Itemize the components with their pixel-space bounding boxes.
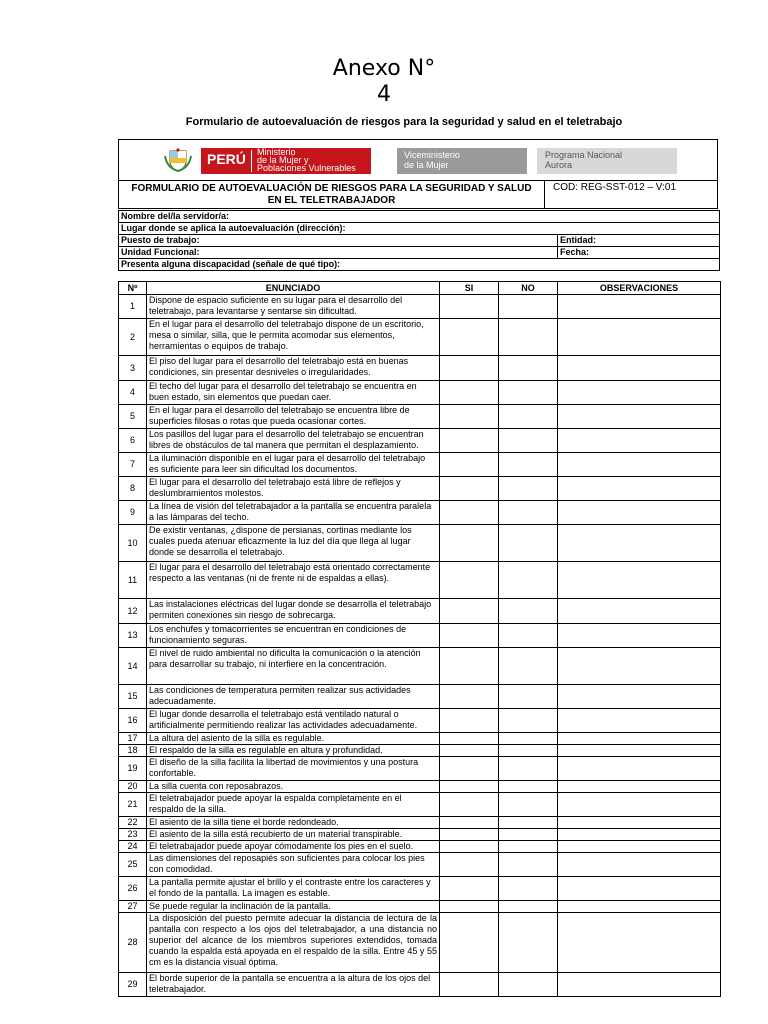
- yes-cell[interactable]: [440, 709, 499, 733]
- row-statement: La pantalla permite ajustar el brillo y el contraste entre los caracteres y el fondo de la pantalla. La imagen es estable.: [147, 877, 440, 901]
- yes-cell[interactable]: [440, 429, 499, 453]
- row-number: 25: [119, 853, 147, 877]
- no-cell[interactable]: [499, 745, 558, 757]
- row-statement: El lugar para el desarrollo del teletrabajo está orientado correctamente respecto a las ventanas (ni de frente ni de espaldas a ellas).: [147, 562, 440, 599]
- observations-cell[interactable]: [558, 501, 721, 525]
- yes-cell[interactable]: [440, 877, 499, 901]
- name-field[interactable]: Nombre del/la servidor/a:: [119, 211, 720, 223]
- date-field[interactable]: Fecha:: [558, 247, 720, 259]
- row-statement: El nivel de ruido ambiental no dificulta la comunicación o la atención para desarrollar su trabajo, ni interfiere en la concentración.: [147, 648, 440, 685]
- no-cell[interactable]: [499, 793, 558, 817]
- row-number: 29: [119, 973, 147, 997]
- no-cell[interactable]: [499, 501, 558, 525]
- row-statement: El techo del lugar para el desarrollo del teletrabajo se encuentra en buen estado, sin elementos que puedan caer.: [147, 381, 440, 405]
- checklist-row: [119, 973, 721, 997]
- checklist-row: [119, 477, 721, 501]
- info-row: [119, 247, 720, 259]
- row-number: 19: [119, 757, 147, 781]
- row-statement: El lugar donde desarrolla el teletrabajo está ventilado natural o artificialmente permitiendo realizar las actividades adecuadamente.: [147, 709, 440, 733]
- checklist-row: [119, 319, 721, 356]
- program-line-2: Aurora: [545, 160, 573, 170]
- checklist-row: [119, 429, 721, 453]
- observations-cell[interactable]: [558, 973, 721, 997]
- row-statement: En el lugar para el desarrollo del teletrabajo dispone de un escritorio, mesa o similar, silla, que le permita acomodar sus elementos, herramientas o equipos de trabajo.: [147, 319, 440, 356]
- row-number: 27: [119, 901, 147, 913]
- no-cell[interactable]: [499, 841, 558, 853]
- annex-number: 4: [377, 82, 391, 107]
- no-cell[interactable]: [499, 817, 558, 829]
- row-statement: El teletrabajador puede apoyar la espalda completamente en el respaldo de la silla.: [147, 793, 440, 817]
- program-name: [545, 150, 622, 170]
- no-cell[interactable]: [499, 525, 558, 562]
- disability-field[interactable]: Presenta alguna discapacidad (señale de qué tipo):: [119, 259, 720, 271]
- no-cell[interactable]: [499, 453, 558, 477]
- yes-cell[interactable]: [440, 599, 499, 624]
- observations-cell[interactable]: [558, 829, 721, 841]
- row-number: 1: [119, 295, 147, 319]
- viceministry-line-2: de la Mujer: [404, 160, 449, 170]
- row-statement: El diseño de la silla facilita la libertad de movimientos y una postura confortable.: [147, 757, 440, 781]
- no-cell[interactable]: [499, 973, 558, 997]
- row-statement: El borde superior de la pantalla se encuentra a la altura de los ojos del teletrabajador.: [147, 973, 440, 997]
- no-cell[interactable]: [499, 624, 558, 648]
- checklist-row: [119, 853, 721, 877]
- checklist-row: [119, 877, 721, 901]
- annex-title: [0, 56, 768, 108]
- row-number: 14: [119, 648, 147, 685]
- row-number: 6: [119, 429, 147, 453]
- row-number: 24: [119, 841, 147, 853]
- observations-cell[interactable]: [558, 319, 721, 356]
- row-statement: El asiento de la silla está recubierto de un material transpirable.: [147, 829, 440, 841]
- yes-cell[interactable]: [440, 562, 499, 599]
- info-row: [119, 235, 720, 247]
- yes-cell[interactable]: [440, 841, 499, 853]
- checklist-row: [119, 745, 721, 757]
- position-field[interactable]: Puesto de trabajo:: [119, 235, 558, 247]
- observations-cell[interactable]: [558, 295, 721, 319]
- no-cell[interactable]: [499, 648, 558, 685]
- observations-cell[interactable]: [558, 405, 721, 429]
- yes-cell[interactable]: [440, 781, 499, 793]
- checklist-header-row: [119, 282, 721, 295]
- header-no: NO: [499, 282, 558, 295]
- row-statement: El piso del lugar para el desarrollo del teletrabajo está en buenas condiciones, sin presentar desniveles o irregularidades.: [147, 356, 440, 381]
- ministry-name: [257, 148, 356, 172]
- no-cell[interactable]: [499, 319, 558, 356]
- observations-cell[interactable]: [558, 624, 721, 648]
- peru-logo-text: PERÚ: [207, 151, 246, 167]
- no-cell[interactable]: [499, 829, 558, 841]
- row-statement: El asiento de la silla tiene el borde redondeado.: [147, 817, 440, 829]
- header-yes: SI: [440, 282, 499, 295]
- observations-cell[interactable]: [558, 648, 721, 685]
- no-cell[interactable]: [499, 562, 558, 599]
- checklist-row: [119, 817, 721, 829]
- yes-cell[interactable]: [440, 829, 499, 841]
- row-number: 9: [119, 501, 147, 525]
- no-cell[interactable]: [499, 901, 558, 913]
- ministry-line-3: Poblaciones Vulnerables: [257, 163, 356, 173]
- no-cell[interactable]: [499, 599, 558, 624]
- observations-cell[interactable]: [558, 356, 721, 381]
- observations-cell[interactable]: [558, 733, 721, 745]
- observations-cell[interactable]: [558, 841, 721, 853]
- yes-cell[interactable]: [440, 405, 499, 429]
- row-statement: El respaldo de la silla es regulable en altura y profundidad.: [147, 745, 440, 757]
- no-cell[interactable]: [499, 781, 558, 793]
- checklist-row: [119, 901, 721, 913]
- row-statement: De existir ventanas, ¿dispone de persianas, cortinas mediante los cuales pueda atenuar eficazmente la luz del día que llega al lugar donde se desarrolla el teletrabajo.: [147, 525, 440, 562]
- yes-cell[interactable]: [440, 901, 499, 913]
- row-statement: La altura del asiento de la silla es regulable.: [147, 733, 440, 745]
- yes-cell[interactable]: [440, 817, 499, 829]
- no-cell[interactable]: [499, 429, 558, 453]
- coat-of-arms-icon: [164, 148, 192, 172]
- row-number: 5: [119, 405, 147, 429]
- header-statement: ENUNCIADO: [147, 282, 440, 295]
- row-number: 15: [119, 685, 147, 709]
- no-cell[interactable]: [499, 757, 558, 781]
- row-number: 26: [119, 877, 147, 901]
- row-statement: Se puede regular la inclinación de la pantalla.: [147, 901, 440, 913]
- info-table: [118, 210, 720, 271]
- row-statement: Las condiciones de temperatura permiten realizar sus actividades adecuadamente.: [147, 685, 440, 709]
- checklist-row: [119, 525, 721, 562]
- row-statement: La línea de visión del teletrabajador a la pantalla se encuentra paralela a las lámparas del techo.: [147, 501, 440, 525]
- row-number: 22: [119, 817, 147, 829]
- observations-cell[interactable]: [558, 913, 721, 973]
- yes-cell[interactable]: [440, 319, 499, 356]
- row-number: 8: [119, 477, 147, 501]
- no-cell[interactable]: [499, 853, 558, 877]
- info-row: [119, 211, 720, 223]
- no-cell[interactable]: [499, 405, 558, 429]
- yes-cell[interactable]: [440, 793, 499, 817]
- row-number: 28: [119, 913, 147, 973]
- yes-cell[interactable]: [440, 648, 499, 685]
- checklist-row: [119, 405, 721, 429]
- header-number: Nº: [119, 282, 147, 295]
- row-statement: La iluminación disponible en el lugar para el desarrollo del teletrabajo es suficiente para leer sin dificultad los documentos.: [147, 453, 440, 477]
- observations-cell[interactable]: [558, 901, 721, 913]
- row-statement: La disposición del puesto permite adecuar la distancia de lectura de la pantalla con respecto a los ojos del teletrabajador, a una distancia no superior del alcance de los miembros superiores extendidos, tomada cuando la espalda está apoyada en el respaldo de la silla. Entre 45 y 55 cm es la distancia visual óptima.: [147, 913, 440, 973]
- yes-cell[interactable]: [440, 913, 499, 973]
- yes-cell[interactable]: [440, 356, 499, 381]
- checklist-row: [119, 356, 721, 381]
- yes-cell[interactable]: [440, 477, 499, 501]
- form-code: COD: REG-SST-012 – V:01: [545, 180, 717, 208]
- row-statement: La silla cuenta con reposabrazos.: [147, 781, 440, 793]
- checklist-row: [119, 453, 721, 477]
- row-number: 11: [119, 562, 147, 599]
- yes-cell[interactable]: [440, 381, 499, 405]
- info-row: [119, 259, 720, 271]
- unit-field[interactable]: Unidad Funcional:: [119, 247, 558, 259]
- row-number: 13: [119, 624, 147, 648]
- row-number: 17: [119, 733, 147, 745]
- document-subtitle: Formulario de autoevaluación de riesgos para la seguridad y salud en el teletrabajo: [185, 116, 623, 128]
- observations-cell[interactable]: [558, 745, 721, 757]
- row-number: 16: [119, 709, 147, 733]
- checklist-row: [119, 624, 721, 648]
- observations-cell[interactable]: [558, 477, 721, 501]
- form-header: [118, 139, 718, 209]
- yes-cell[interactable]: [440, 733, 499, 745]
- observations-cell[interactable]: [558, 781, 721, 793]
- checklist-row: [119, 648, 721, 685]
- yes-cell[interactable]: [440, 745, 499, 757]
- checklist-row: [119, 295, 721, 319]
- yes-cell[interactable]: [440, 685, 499, 709]
- ministry-line-2: de la Mujer y: [257, 155, 309, 165]
- yes-cell[interactable]: [440, 973, 499, 997]
- yes-cell[interactable]: [440, 453, 499, 477]
- row-statement: El teletrabajador puede apoyar cómodamente los pies en el suelo.: [147, 841, 440, 853]
- no-cell[interactable]: [499, 733, 558, 745]
- checklist-body: [119, 295, 721, 997]
- row-number: 7: [119, 453, 147, 477]
- info-row: [119, 223, 720, 235]
- yes-cell[interactable]: [440, 853, 499, 877]
- no-cell[interactable]: [499, 685, 558, 709]
- form-title-line-2: EN EL TELETRABAJADOR: [267, 195, 396, 206]
- yes-cell[interactable]: [440, 295, 499, 319]
- no-cell[interactable]: [499, 477, 558, 501]
- checklist-row: [119, 562, 721, 599]
- row-number: 21: [119, 793, 147, 817]
- yes-cell[interactable]: [440, 501, 499, 525]
- row-number: 18: [119, 745, 147, 757]
- form-title-line-1: FORMULARIO DE AUTOEVALUACIÓN DE RIESGOS PARA LA SEGURIDAD Y SALUD: [131, 183, 532, 194]
- no-cell[interactable]: [499, 381, 558, 405]
- row-statement: Dispone de espacio suficiente en su lugar para el desarrollo del teletrabajo, para levantarse y sentarse sin dificultad.: [147, 295, 440, 319]
- logo-divider: [251, 150, 252, 172]
- checklist-table: [118, 281, 721, 997]
- viceministry-line-1: Viceministerio: [404, 150, 460, 160]
- no-cell[interactable]: [499, 877, 558, 901]
- row-number: 2: [119, 319, 147, 356]
- checklist-row: [119, 781, 721, 793]
- row-number: 3: [119, 356, 147, 381]
- observations-cell[interactable]: [558, 757, 721, 781]
- row-statement: Los enchufes y tomacorrientes se encuentran en condiciones de funcionamiento seguras.: [147, 624, 440, 648]
- form-title: [119, 180, 545, 208]
- observations-cell[interactable]: [558, 793, 721, 817]
- observations-cell[interactable]: [558, 853, 721, 877]
- checklist-row: [119, 733, 721, 745]
- checklist-row: [119, 913, 721, 973]
- no-cell[interactable]: [499, 709, 558, 733]
- header-observations: OBSERVACIONES: [558, 282, 721, 295]
- yes-cell[interactable]: [440, 624, 499, 648]
- checklist-row: [119, 829, 721, 841]
- observations-cell[interactable]: [558, 817, 721, 829]
- checklist-row: [119, 709, 721, 733]
- row-statement: En el lugar para el desarrollo del teletrabajo se encuentra libre de superficies filosas o rotas que pueda ocasionar cortes.: [147, 405, 440, 429]
- address-field[interactable]: Lugar donde se aplica la autoevaluación (dirección):: [119, 223, 720, 235]
- logo-banner: [119, 140, 717, 180]
- checklist-row: [119, 685, 721, 709]
- observations-cell[interactable]: [558, 685, 721, 709]
- no-cell[interactable]: [499, 356, 558, 381]
- observations-cell[interactable]: [558, 562, 721, 599]
- row-number: 10: [119, 525, 147, 562]
- program-line-1: Programa Nacional: [545, 150, 623, 160]
- checklist-row: [119, 501, 721, 525]
- observations-cell[interactable]: [558, 453, 721, 477]
- row-number: 12: [119, 599, 147, 624]
- checklist-row: [119, 599, 721, 624]
- observations-cell[interactable]: [558, 381, 721, 405]
- observations-cell[interactable]: [558, 877, 721, 901]
- checklist-row: [119, 841, 721, 853]
- checklist-row: [119, 757, 721, 781]
- observations-cell[interactable]: [558, 599, 721, 624]
- viceministry-name: [404, 150, 460, 170]
- yes-cell[interactable]: [440, 757, 499, 781]
- row-statement: Las instalaciones eléctricas del lugar donde se desarrolla el teletrabajo permiten conexiones sin riesgo de sobrecarga.: [147, 599, 440, 624]
- ministry-line-1: Ministerio: [257, 147, 296, 157]
- observations-cell[interactable]: [558, 709, 721, 733]
- row-statement: Los pasillos del lugar para el desarrollo del teletrabajo se encuentran libres de obstáculos de tal manera que permitan el desplazamiento.: [147, 429, 440, 453]
- checklist-row: [119, 381, 721, 405]
- row-statement: Las dimensiones del reposapiés son suficientes para colocar los pies con comodidad.: [147, 853, 440, 877]
- observations-cell[interactable]: [558, 525, 721, 562]
- observations-cell[interactable]: [558, 429, 721, 453]
- row-number: 23: [119, 829, 147, 841]
- row-statement: El lugar para el desarrollo del teletrabajo está libre de reflejos y deslumbramientos molestos.: [147, 477, 440, 501]
- checklist-row: [119, 793, 721, 817]
- row-number: 4: [119, 381, 147, 405]
- entity-field[interactable]: Entidad:: [558, 235, 720, 247]
- no-cell[interactable]: [499, 913, 558, 973]
- no-cell[interactable]: [499, 295, 558, 319]
- annex-label: Anexo N°: [332, 56, 436, 81]
- yes-cell[interactable]: [440, 525, 499, 562]
- row-number: 20: [119, 781, 147, 793]
